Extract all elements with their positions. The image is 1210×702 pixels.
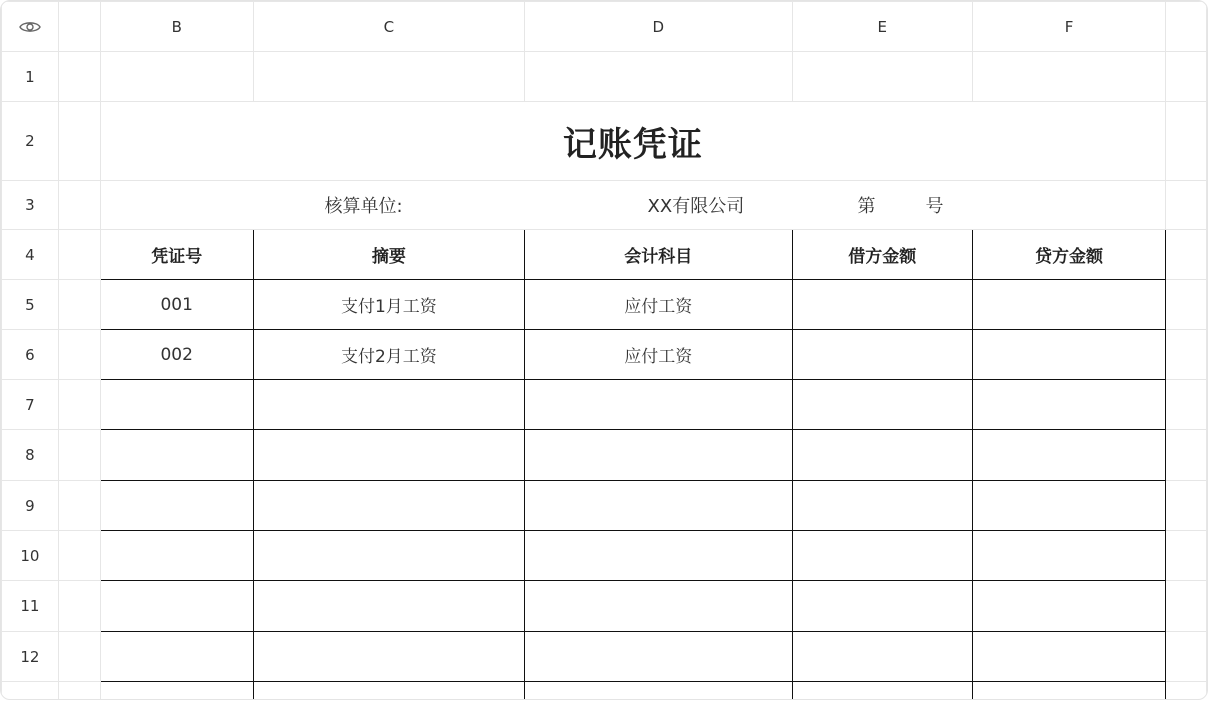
cell[interactable] [58, 632, 100, 682]
cell[interactable] [972, 682, 1165, 701]
voucher-no-suffix: 号 [925, 196, 944, 217]
cell[interactable] [58, 181, 100, 230]
cell-credit[interactable] [972, 280, 1165, 330]
cell[interactable] [100, 380, 253, 430]
cell[interactable] [58, 581, 100, 632]
row-4-table-header [2, 230, 1207, 280]
cell[interactable] [1166, 430, 1207, 481]
cell[interactable] [253, 481, 524, 531]
cell[interactable] [58, 682, 100, 701]
cell[interactable] [58, 102, 100, 181]
cell[interactable] [1166, 52, 1207, 102]
table-row [2, 330, 1207, 380]
cell[interactable] [100, 52, 253, 102]
cell[interactable] [972, 380, 1165, 430]
cell[interactable] [972, 531, 1165, 581]
cell[interactable] [58, 430, 100, 481]
cell[interactable] [792, 531, 972, 581]
cell[interactable] [100, 632, 253, 682]
cell[interactable] [1166, 481, 1207, 531]
cell[interactable] [58, 531, 100, 581]
eye-icon[interactable] [19, 20, 41, 34]
column-header-d[interactable]: D [524, 2, 792, 52]
cell[interactable] [1166, 380, 1207, 430]
table-row [2, 632, 1207, 682]
cell[interactable] [792, 581, 972, 632]
cell[interactable] [792, 52, 972, 102]
voucher-title[interactable]: 记账凭证 [100, 102, 1166, 181]
cell[interactable] [253, 682, 524, 701]
table-row [2, 682, 1207, 701]
cell[interactable] [1166, 102, 1207, 181]
cell[interactable] [253, 380, 524, 430]
row-1 [2, 52, 1207, 102]
cell[interactable] [100, 531, 253, 581]
column-header-a[interactable] [58, 2, 100, 52]
table-row [2, 280, 1207, 330]
table-row [2, 531, 1207, 581]
row-header[interactable]: 7 [2, 380, 59, 430]
cell-voucher-no[interactable]: 002 [100, 330, 253, 380]
table-row [2, 380, 1207, 430]
row-header[interactable]: 8 [2, 430, 59, 481]
row-header[interactable]: 1 [2, 52, 59, 102]
cell[interactable] [253, 52, 524, 102]
unit-company: XX有限公司 [647, 196, 745, 217]
header-account[interactable]: 会计科目 [524, 230, 792, 280]
cell[interactable] [1166, 632, 1207, 682]
cell[interactable] [972, 581, 1165, 632]
cell[interactable] [524, 531, 792, 581]
cell-summary[interactable]: 支付2月工资 [253, 330, 524, 380]
cell[interactable] [1166, 531, 1207, 581]
cell-debit[interactable] [792, 280, 972, 330]
cell-account[interactable]: 应付工资 [524, 330, 792, 380]
column-header-c[interactable]: C [253, 2, 524, 52]
row-3 [2, 181, 1207, 230]
cell[interactable] [1166, 682, 1207, 701]
column-header-e[interactable]: E [792, 2, 972, 52]
cell[interactable] [524, 52, 792, 102]
cell[interactable] [58, 330, 100, 380]
header-credit[interactable]: 贷方金额 [972, 230, 1165, 280]
table-row [2, 481, 1207, 531]
row-header[interactable] [2, 682, 59, 701]
unit-line-cell[interactable] [100, 181, 1166, 230]
cell[interactable] [1166, 230, 1207, 280]
cell[interactable] [792, 430, 972, 481]
cell[interactable] [972, 481, 1165, 531]
cell[interactable] [58, 481, 100, 531]
cell[interactable] [972, 430, 1165, 481]
header-debit[interactable]: 借方金额 [792, 230, 972, 280]
table-row [2, 581, 1207, 632]
cell[interactable] [524, 430, 792, 481]
unit-line [101, 181, 1166, 229]
cell[interactable] [792, 481, 972, 531]
column-header-row [2, 2, 1207, 52]
cell[interactable] [524, 682, 792, 701]
row-header[interactable]: 2 [2, 102, 59, 181]
cell[interactable] [100, 682, 253, 701]
row-header[interactable]: 5 [2, 280, 59, 330]
cell-summary[interactable]: 支付1月工资 [253, 280, 524, 330]
table-row [2, 430, 1207, 481]
cell[interactable] [792, 632, 972, 682]
row-2 [2, 102, 1207, 181]
cell-account[interactable]: 应付工资 [524, 280, 792, 330]
cell[interactable] [1166, 280, 1207, 330]
cell[interactable] [524, 632, 792, 682]
row-header[interactable]: 6 [2, 330, 59, 380]
cell[interactable] [1166, 581, 1207, 632]
cell[interactable] [100, 581, 253, 632]
sheet-grid [1, 1, 1207, 700]
row-header[interactable]: 12 [2, 632, 59, 682]
cell[interactable] [524, 481, 792, 531]
cell[interactable] [253, 581, 524, 632]
cell[interactable] [253, 632, 524, 682]
cell[interactable] [792, 380, 972, 430]
cell-debit[interactable] [792, 330, 972, 380]
cell[interactable] [253, 531, 524, 581]
cell[interactable] [100, 430, 253, 481]
row-header[interactable]: 11 [2, 581, 59, 632]
column-header-b[interactable]: B [100, 2, 253, 52]
cell[interactable] [253, 430, 524, 481]
cell[interactable] [100, 481, 253, 531]
cell[interactable] [1166, 330, 1207, 380]
column-header-f[interactable]: F [972, 2, 1165, 52]
row-header[interactable]: 3 [2, 181, 59, 230]
voucher-no-prefix: 第 [857, 196, 876, 217]
cell[interactable] [58, 380, 100, 430]
cell[interactable] [972, 52, 1165, 102]
cell[interactable] [972, 632, 1165, 682]
header-voucher-no[interactable]: 凭证号 [100, 230, 253, 280]
header-summary[interactable]: 摘要 [253, 230, 524, 280]
cell-credit[interactable] [972, 330, 1165, 380]
cell[interactable] [792, 682, 972, 701]
unit-label: 核算单位: [324, 196, 403, 217]
cell[interactable] [1166, 181, 1207, 230]
row-header[interactable]: 9 [2, 481, 59, 531]
cell[interactable] [58, 52, 100, 102]
cell[interactable] [524, 581, 792, 632]
cell-voucher-no[interactable]: 001 [100, 280, 253, 330]
row-header[interactable]: 4 [2, 230, 59, 280]
cell[interactable] [58, 280, 100, 330]
column-header-g[interactable] [1166, 2, 1207, 52]
select-all-corner[interactable] [2, 2, 59, 52]
row-header[interactable]: 10 [2, 531, 59, 581]
cell[interactable] [524, 380, 792, 430]
cell[interactable] [58, 230, 100, 280]
